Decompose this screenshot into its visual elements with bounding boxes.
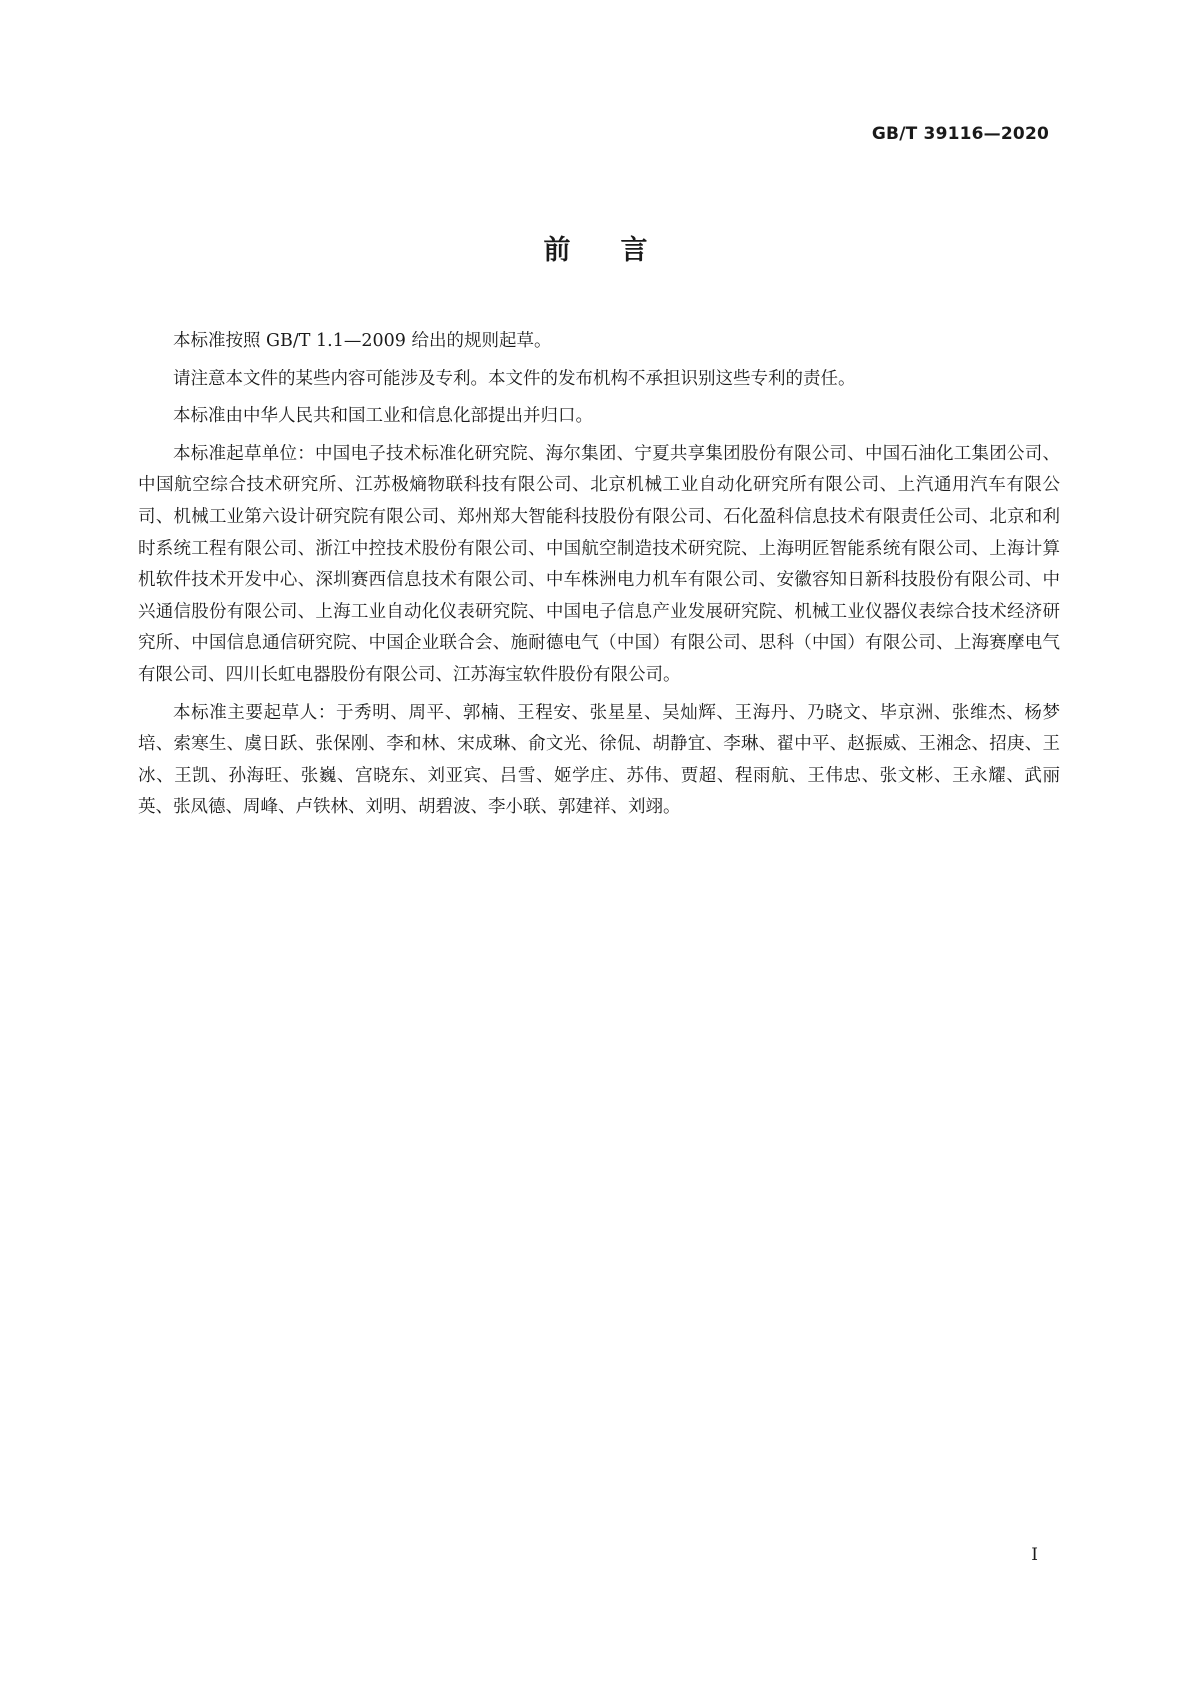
paragraph-drafting-rules: 本标准按照 GB/T 1.1—2009 给出的规则起草。 bbox=[173, 331, 552, 351]
page-title: 前言 bbox=[543, 235, 698, 266]
paragraph-proposer: 本标准由中华人民共和国工业和信息化部提出并归口。 bbox=[173, 406, 593, 427]
paragraph-drafters: 本标准主要起草人：于秀明、周平、郭楠、王程安、张星星、吴灿辉、王海丹、乃晓文、毕京洲、张维杰、杨梦培、索寒生、虞日跃、张保刚、李和林、宋成琳、俞文光、徐侃、胡静宜、李琳、翟中平、赵振威、王湘念、招庚、王冰、王凯、孙海旺、张巍、宫晓东、刘亚宾、吕雪、姬学庄、苏伟、贾超、程雨航、王伟忠、张文彬、王永耀、武丽英、张凤德、周峰、卢铁林、刘明、胡碧波、李小联、郭建祥、刘翊。 bbox=[138, 702, 1060, 818]
page-number: I bbox=[1031, 1545, 1038, 1565]
paragraph-drafting-units: 本标准起草单位：中国电子技术标准化研究院、海尔集团、宁夏共享集团股份有限公司、中国石油化工集团公司、中国航空综合技术研究所、江苏极熵物联科技有限公司、北京机械工业自动化研究所有限公司、上汽通用汽车有限公司、机械工业第六设计研究院有限公司、郑州郑大智能科技股份有限公司、石化盈科信息技术有限责任公司、北京和利时系统工程有限公司、浙江中控技术股份有限公司、中国航空制造技术研究院、上海明匠智能系统有限公司、上海计算机软件技术开发中心、深圳赛西信息技术有限公司、中车株洲电力机车有限公司、安徽容知日新科技股份有限公司、中兴通信股份有限公司、上海工业自动化仪表研究院、中国电子信息产业发展研究院、机械工业仪器仪表综合技术经济研究所、中国信息通信研究院、中国企业联合会、施耐德电气（中国）有限公司、思科（中国）有限公司、上海赛摩电气有限公司、四川长虹电器股份有限公司、江苏海宝软件股份有限公司。 bbox=[138, 443, 1060, 685]
preface-body bbox=[138, 326, 1060, 830]
standard-number: GB/T 39116—2020 bbox=[871, 124, 1049, 144]
paragraph-patent-notice: 请注意本文件的某些内容可能涉及专利。本文件的发布机构不承担识别这些专利的责任。 bbox=[173, 368, 856, 389]
